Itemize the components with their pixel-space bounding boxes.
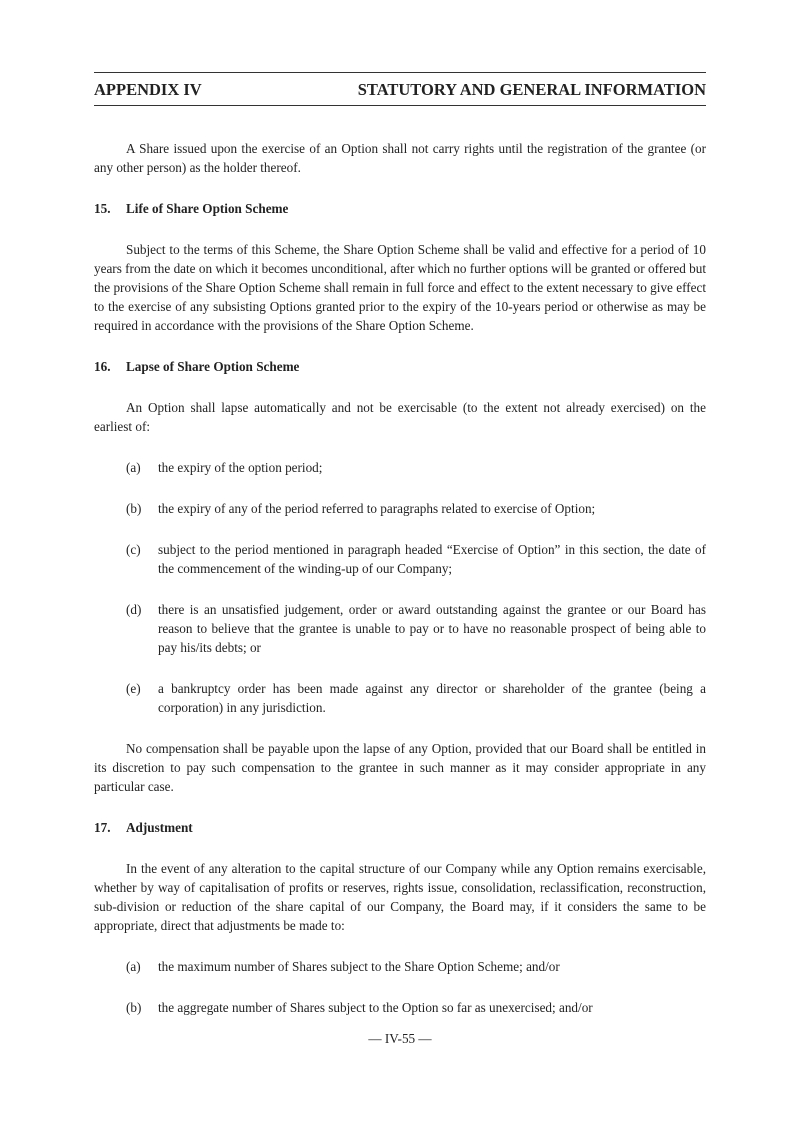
list-item-marker: (a) bbox=[126, 959, 141, 974]
list-item-marker: (d) bbox=[126, 602, 142, 617]
list-item-marker: (b) bbox=[126, 1000, 142, 1015]
section-16-heading bbox=[94, 357, 706, 376]
list-item-text: the maximum number of Shares subject to the Share Option Scheme; and/or bbox=[158, 959, 560, 974]
list-item-marker: (c) bbox=[126, 542, 141, 557]
section-17-title: Adjustment bbox=[126, 820, 193, 835]
list-item bbox=[94, 458, 706, 477]
list-item-marker: (e) bbox=[126, 681, 141, 696]
page-number: — IV-55 — bbox=[368, 1031, 432, 1046]
page-header bbox=[94, 73, 706, 105]
section-15-heading bbox=[94, 199, 706, 218]
section-16-number: 16. bbox=[94, 359, 111, 374]
section-17-heading bbox=[94, 818, 706, 837]
list-item bbox=[94, 679, 706, 717]
list-item bbox=[94, 957, 706, 976]
list-item-text: a bankruptcy order has been made against any director or shareholder of the grantee (being a corporation) in any jurisdiction. bbox=[158, 681, 706, 715]
section-15-title: Life of Share Option Scheme bbox=[126, 201, 289, 216]
list-item-marker: (b) bbox=[126, 501, 142, 516]
page-footer bbox=[0, 1031, 800, 1047]
header-section-title: STATUTORY AND GENERAL INFORMATION bbox=[357, 80, 706, 99]
list-item-text: the expiry of any of the period referred to paragraphs related to exercise of Option; bbox=[158, 501, 596, 516]
list-item-marker: (a) bbox=[126, 460, 141, 475]
list-item bbox=[94, 600, 706, 657]
list-item-text: the expiry of the option period; bbox=[158, 460, 323, 475]
section-17-body: In the event of any alteration to the capital structure of our Company while any Option remains exercisable, whether by way of capitalisation of profits or reserves, rights issue, consolidation, reclassification, reconstruction, sub-division or reduction of the share capital of our Company, the Board may, if it considers the same to be appropriate, direct that adjustments be made to: bbox=[94, 861, 706, 933]
list-item-text: there is an unsatisfied judgement, order or award outstanding against the grantee or our Board has reason to believe that the grantee is unable to pay or to have no reasonable prospect of being able to pay his/its debts; or bbox=[158, 602, 706, 655]
section-15-body: Subject to the terms of this Scheme, the Share Option Scheme shall be valid and effective for a period of 10 years from the date on which it becomes unconditional, after which no further options will be granted or offered but the provisions of the Share Option Scheme shall remain in full force and effect to the extent necessary to give effect to the exercise of any subsisting Options granted prior to the expiry of the 10-years period or otherwise as may be required in accordance with the provisions of the Share Option Scheme. bbox=[94, 242, 706, 333]
list-item bbox=[94, 499, 706, 518]
list-item-text: subject to the period mentioned in paragraph headed “Exercise of Option” in this section, the date of the commencement of the winding-up of our Company; bbox=[158, 542, 706, 576]
section-17-number: 17. bbox=[94, 820, 111, 835]
header-appendix-label: APPENDIX IV bbox=[94, 80, 202, 99]
list-item bbox=[94, 540, 706, 578]
section-15-number: 15. bbox=[94, 201, 111, 216]
section-16-body: An Option shall lapse automatically and not be exercisable (to the extent not already exercised) on the earliest of: bbox=[94, 400, 706, 434]
section-16-closing: No compensation shall be payable upon the lapse of any Option, provided that our Board shall be entitled in its discretion to pay such compensation to the grantee in such manner as it may consider appropriate in any particular case. bbox=[94, 741, 706, 794]
section-16-title: Lapse of Share Option Scheme bbox=[126, 359, 300, 374]
intro-paragraph: A Share issued upon the exercise of an Option shall not carry rights until the registration of the grantee (or any other person) as the holder thereof. bbox=[94, 141, 706, 175]
list-item-text: the aggregate number of Shares subject to the Option so far as unexercised; and/or bbox=[158, 1000, 593, 1015]
list-item bbox=[94, 998, 706, 1017]
document-page bbox=[94, 72, 706, 1017]
